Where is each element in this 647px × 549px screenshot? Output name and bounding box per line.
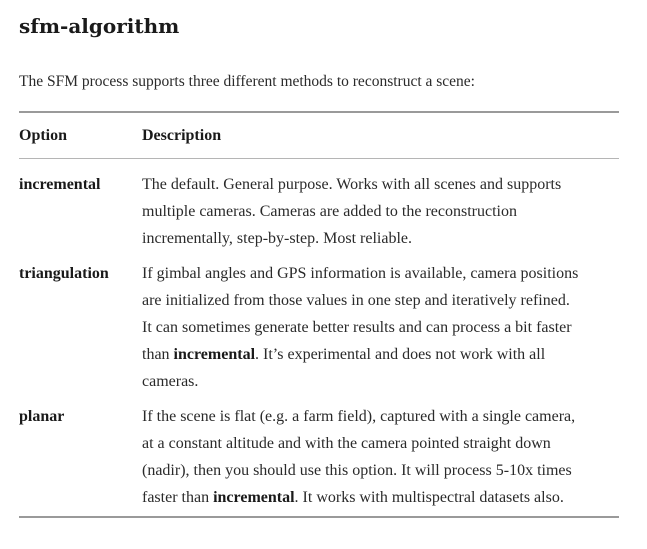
option-description	[142, 260, 619, 395]
header-description: Description	[142, 126, 222, 144]
table-row	[19, 252, 619, 395]
description-line	[142, 225, 619, 252]
table-row	[19, 159, 619, 252]
emphasis-term: incremental	[173, 346, 256, 363]
description-text: (nadir), then you should use this option. It will process 5-10x times	[142, 462, 572, 479]
description-line	[142, 198, 619, 225]
emphasis-term: incremental	[213, 489, 295, 506]
description-line	[142, 260, 619, 287]
table-body	[19, 159, 619, 516]
description-line	[142, 314, 619, 341]
description-line	[142, 368, 619, 395]
options-table	[19, 111, 619, 518]
description-text: are initialized from those values in one step and iteratively refined.	[142, 292, 570, 309]
description-line	[142, 341, 619, 368]
header-option: Option	[19, 126, 68, 144]
description-text: faster than	[142, 489, 214, 506]
description-text: If gimbal angles and GPS information is available, camera positions	[142, 265, 579, 282]
description-text: . It works with multispectral datasets also.	[294, 489, 564, 506]
description-text: than	[142, 346, 174, 363]
option-name: triangulation	[19, 265, 109, 282]
option-name: planar	[19, 408, 65, 425]
description-line	[142, 484, 619, 511]
table-row	[19, 395, 619, 516]
option-description	[142, 403, 619, 511]
description-text: . It’s experimental and does not work with all	[255, 346, 546, 363]
option-name: incremental	[19, 176, 101, 193]
description-line	[142, 171, 619, 198]
description-text: The default. General purpose. Works with all scenes and supports	[142, 176, 562, 193]
intro-paragraph: The SFM process supports three different methods to reconstruct a scene:	[19, 73, 475, 90]
description-text: It can sometimes generate better results and can process a bit faster	[142, 319, 572, 336]
description-text: at a constant altitude and with the camera pointed straight down	[142, 435, 551, 452]
description-line	[142, 403, 619, 430]
option-description	[142, 171, 619, 252]
description-line	[142, 457, 619, 484]
table-header-row	[19, 113, 619, 159]
description-line	[142, 430, 619, 457]
description-text: cameras.	[142, 373, 199, 390]
description-text: incrementally, step-by-step. Most reliable.	[142, 230, 412, 247]
section-heading: sfm-algorithm	[19, 14, 180, 38]
description-text: multiple cameras. Cameras are added to the reconstruction	[142, 203, 517, 220]
description-line	[142, 287, 619, 314]
description-text: If the scene is flat (e.g. a farm field), captured with a single camera,	[142, 408, 576, 425]
